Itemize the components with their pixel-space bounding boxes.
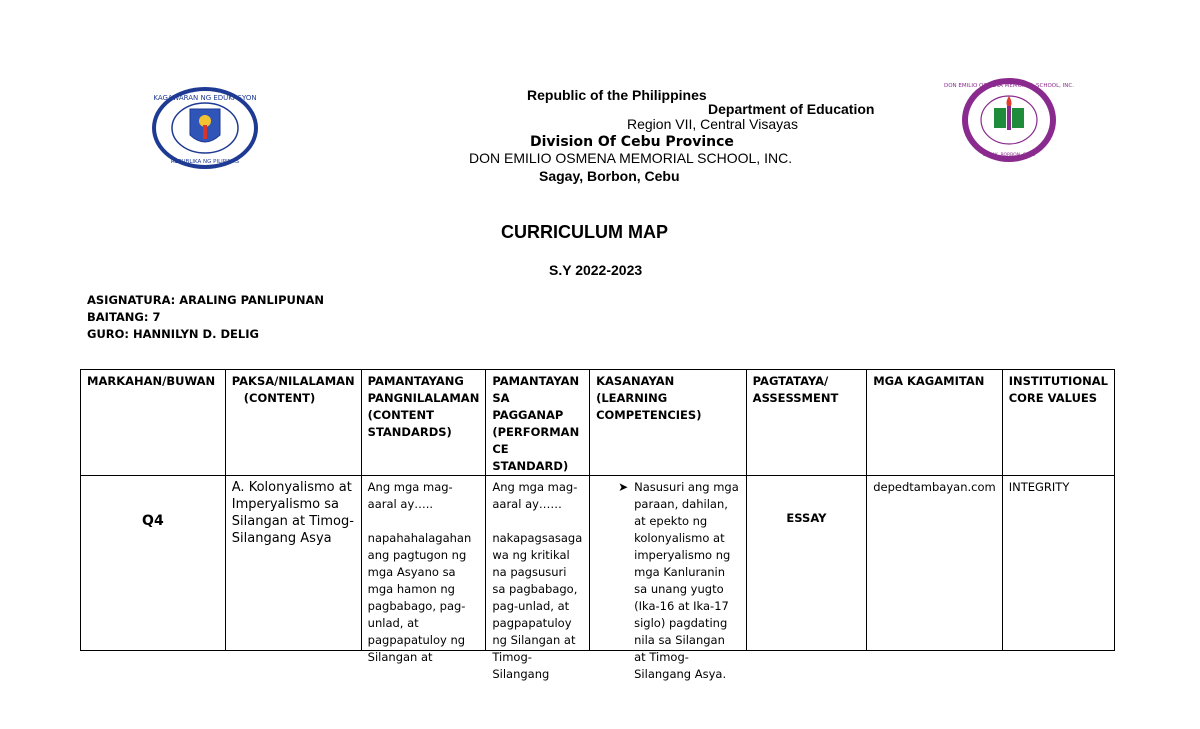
curriculum-map-table xyxy=(80,369,1115,681)
header-core-values: INSTITUTIONAL CORE VALUES xyxy=(1002,370,1114,476)
competency-text: Nasusuri ang mga paraan, dahilan, at epekto ng kolonyalismo at imperyalismo ng mga Kanluranin sa unang yugto (Ika-16 at Ika-17 siglo) pagdating nila sa Silangan at Timog-Silangang Asya. xyxy=(634,480,739,681)
header-row xyxy=(81,370,1115,476)
republic-line: Republic of the Philippines xyxy=(527,87,707,103)
cell-materials: depedtambayan.com xyxy=(867,476,1003,651)
svg-text:REPUBLIKA NG PILIPINAS: REPUBLIKA NG PILIPINAS xyxy=(170,159,240,165)
header-content-standards: PAMANTAYANG PANGNILALAMAN (CONTENT STANDARDS) xyxy=(361,370,486,476)
department-line: Department of Education xyxy=(708,101,875,117)
division-line: Division Of Cebu Province xyxy=(530,134,734,150)
svg-text:DON EMILIO OSMENA MEMORIAL SCH: DON EMILIO OSMENA MEMORIAL SCHOOL, INC. xyxy=(943,83,1075,89)
document-title: CURRICULUM MAP xyxy=(501,222,668,242)
header-materials: MGA KAGAMITAN xyxy=(867,370,1003,476)
table-row xyxy=(81,476,1115,651)
school-address-line: Sagay, Borbon, Cebu xyxy=(539,168,680,184)
header-competencies: KASANAYAN (LEARNING COMPETENCIES) xyxy=(590,370,747,476)
cell-content: A. Kolonyalismo at Imperyalismo sa Silangan at Timog-Silangang Asya xyxy=(225,476,361,651)
arrow-bullet-icon: ➤ xyxy=(618,480,629,494)
header-performance-standard: PAMANTAYAN SA PAGGANAP (PERFORMAN CE STANDARD) xyxy=(486,370,590,476)
region-line: Region VII, Central Visayas xyxy=(627,116,798,132)
cell-competencies xyxy=(590,476,747,681)
cell-assessment: ESSAY xyxy=(746,476,867,651)
svg-text:SAGAY, BORBON, CEBU: SAGAY, BORBON, CEBU xyxy=(982,153,1036,158)
teacher-line: GURO: HANNILYN D. DELIG xyxy=(87,327,259,341)
cell-core-values: INTEGRITY xyxy=(1002,476,1114,651)
school-name-line: DON EMILIO OSMENA MEMORIAL SCHOOL, INC. xyxy=(469,150,793,166)
cell-performance-standard: Ang mga mag-aaral ay…… nakapagsasaga wa ng kritikal na pagsusuri sa pagbabago, pag-unlad, at pagpapatuloy ng Silangan at Timog-Silangang xyxy=(486,476,590,651)
header-content: PAKSA/NILALAMAN (CONTENT) xyxy=(225,370,361,476)
grade-line: BAITANG: 7 xyxy=(87,310,161,324)
cell-quarter: Q4 xyxy=(81,476,226,651)
school-seal-logo xyxy=(943,76,1075,164)
deped-seal-logo xyxy=(150,85,260,171)
header-assessment: PAGTATAYA/ ASSESSMENT xyxy=(746,370,867,476)
svg-text:KAGAWARAN NG EDUKASYON: KAGAWARAN NG EDUKASYON xyxy=(153,94,257,102)
cell-content-standards: Ang mga mag-aaral ay….. napahahalagahan ang pagtugon ng mga Asyano sa mga hamon ng pagbabago, pag-unlad, at pagpapatuloy ng Silangan at xyxy=(361,476,486,651)
school-year: S.Y 2022-2023 xyxy=(549,262,643,278)
header-quarter: MARKAHAN/BUWAN xyxy=(81,370,226,476)
subject-line: ASIGNATURA: ARALING PANLIPUNAN xyxy=(87,293,325,307)
